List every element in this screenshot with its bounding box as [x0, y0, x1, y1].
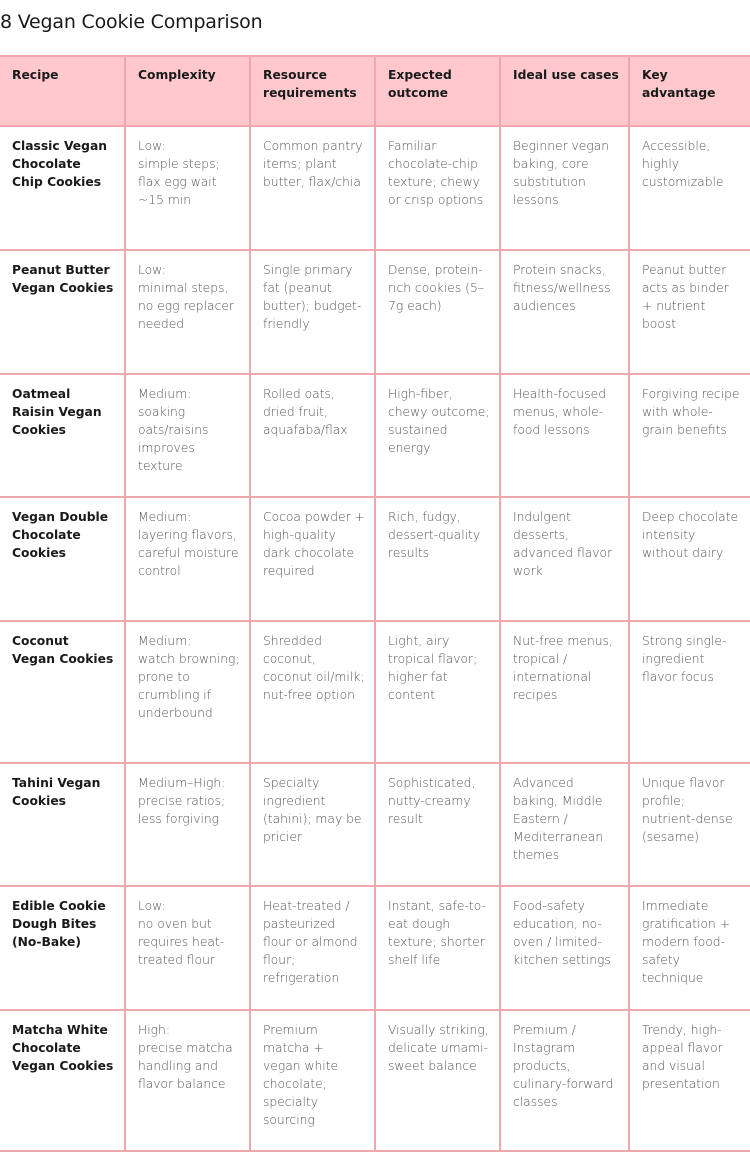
complexity-cell: [125, 497, 250, 621]
table-header-row: [0, 56, 750, 126]
table-row: [0, 1010, 750, 1151]
complexity-detail: simple steps; flax egg wait ~15 min: [138, 157, 220, 207]
outcome-cell: High-fiber, chewy outcome; sustained energy: [375, 374, 500, 497]
complexity-cell: [125, 374, 250, 497]
advantage-cell: Trendy, high-appeal flavor and visual presentation: [629, 1010, 750, 1151]
advantage-cell: Immediate gratification + modern food-safety technique: [629, 886, 750, 1010]
complexity-level: High:: [138, 1023, 170, 1037]
use-cases-cell: Beginner vegan baking, core substitution lessons: [500, 126, 629, 250]
column-header-use-cases: Ideal use cases: [500, 56, 629, 126]
comparison-table: [0, 55, 750, 1152]
table-row: [0, 763, 750, 886]
table-row: [0, 250, 750, 374]
outcome-cell: Dense, protein-rich cookies (5–7g each): [375, 250, 500, 374]
column-header-advantage: Key advantage: [629, 56, 750, 126]
complexity-level: Low:: [138, 899, 166, 913]
use-cases-cell: Health-focused menus, whole-food lessons: [500, 374, 629, 497]
advantage-cell: Unique flavor profile; nutrient-dense (sesame): [629, 763, 750, 886]
complexity-detail: layering flavors, careful moisture control: [138, 528, 239, 578]
advantage-cell: Deep chocolate intensity without dairy: [629, 497, 750, 621]
complexity-detail: minimal steps, no egg replacer needed: [138, 281, 234, 331]
recipe-cell: Coconut Vegan Cookies: [0, 621, 125, 763]
outcome-cell: Sophisticated, nutty-creamy result: [375, 763, 500, 886]
column-header-recipe: Recipe: [0, 56, 125, 126]
complexity-cell: [125, 621, 250, 763]
resources-cell: Cocoa powder + high-quality dark chocolate required: [250, 497, 375, 621]
table-row: [0, 497, 750, 621]
recipe-cell: Vegan Double Chocolate Cookies: [0, 497, 125, 621]
complexity-detail: precise matcha handling and flavor balance: [138, 1041, 233, 1091]
resources-cell: Common pantry items; plant butter, flax/chia: [250, 126, 375, 250]
use-cases-cell: Protein snacks, fitness/wellness audiences: [500, 250, 629, 374]
advantage-cell: Strong single-ingredient flavor focus: [629, 621, 750, 763]
complexity-cell: [125, 250, 250, 374]
recipe-cell: Tahini Vegan Cookies: [0, 763, 125, 886]
table-row: [0, 374, 750, 497]
complexity-level: Medium–High:: [138, 776, 226, 790]
complexity-detail: soaking oats/raisins improves texture: [138, 405, 209, 473]
recipe-cell: Peanut Butter Vegan Cookies: [0, 250, 125, 374]
use-cases-cell: Nut-free menus, tropical / international recipes: [500, 621, 629, 763]
resources-cell: Heat-treated / pasteurized flour or almond flour; refrigeration: [250, 886, 375, 1010]
recipe-cell: Oatmeal Raisin Vegan Cookies: [0, 374, 125, 497]
resources-cell: Premium matcha + vegan white chocolate; specialty sourcing: [250, 1010, 375, 1151]
table-row: [0, 621, 750, 763]
resources-cell: Rolled oats, dried fruit, aquafaba/flax: [250, 374, 375, 497]
complexity-cell: [125, 886, 250, 1010]
complexity-level: Medium:: [138, 510, 192, 524]
complexity-detail: no oven but requires heat-treated flour: [138, 917, 225, 967]
use-cases-cell: Advanced baking, Middle Eastern / Mediterranean themes: [500, 763, 629, 886]
advantage-cell: Peanut butter acts as binder + nutrient boost: [629, 250, 750, 374]
complexity-level: Medium:: [138, 387, 192, 401]
page-title: 8 Vegan Cookie Comparison: [0, 11, 263, 33]
complexity-level: Medium:: [138, 634, 192, 648]
resources-cell: Shredded coconut, coconut oil/milk; nut-free option: [250, 621, 375, 763]
advantage-cell: Accessible, highly customizable: [629, 126, 750, 250]
table-row: [0, 886, 750, 1010]
outcome-cell: Familiar chocolate-chip texture; chewy or crisp options: [375, 126, 500, 250]
complexity-cell: [125, 763, 250, 886]
advantage-cell: Forgiving recipe with whole-grain benefits: [629, 374, 750, 497]
recipe-cell: Classic Vegan Chocolate Chip Cookies: [0, 126, 125, 250]
column-header-complexity: Complexity: [125, 56, 250, 126]
use-cases-cell: Premium / Instagram products, culinary-forward classes: [500, 1010, 629, 1151]
recipe-cell: Matcha White Chocolate Vegan Cookies: [0, 1010, 125, 1151]
use-cases-cell: Indulgent desserts, advanced flavor work: [500, 497, 629, 621]
column-header-resources: Resource requirements: [250, 56, 375, 126]
use-cases-cell: Food-safety education, no-oven / limited-kitchen settings: [500, 886, 629, 1010]
outcome-cell: Visually striking, delicate umami-sweet balance: [375, 1010, 500, 1151]
column-header-outcome: Expected outcome: [375, 56, 500, 126]
complexity-detail: precise ratios; less forgiving: [138, 794, 226, 826]
outcome-cell: Instant, safe-to-eat dough texture; shorter shelf life: [375, 886, 500, 1010]
table-row: [0, 126, 750, 250]
complexity-detail: watch browning; prone to crumbling if underbound: [138, 652, 240, 720]
outcome-cell: Light, airy tropical flavor; higher fat content: [375, 621, 500, 763]
complexity-level: Low:: [138, 139, 166, 153]
recipe-cell: Edible Cookie Dough Bites (No-Bake): [0, 886, 125, 1010]
complexity-level: Low:: [138, 263, 166, 277]
outcome-cell: Rich, fudgy, dessert-quality results: [375, 497, 500, 621]
resources-cell: Specialty ingredient (tahini); may be pricier: [250, 763, 375, 886]
resources-cell: Single primary fat (peanut butter); budget-friendly: [250, 250, 375, 374]
complexity-cell: [125, 1010, 250, 1151]
complexity-cell: [125, 126, 250, 250]
